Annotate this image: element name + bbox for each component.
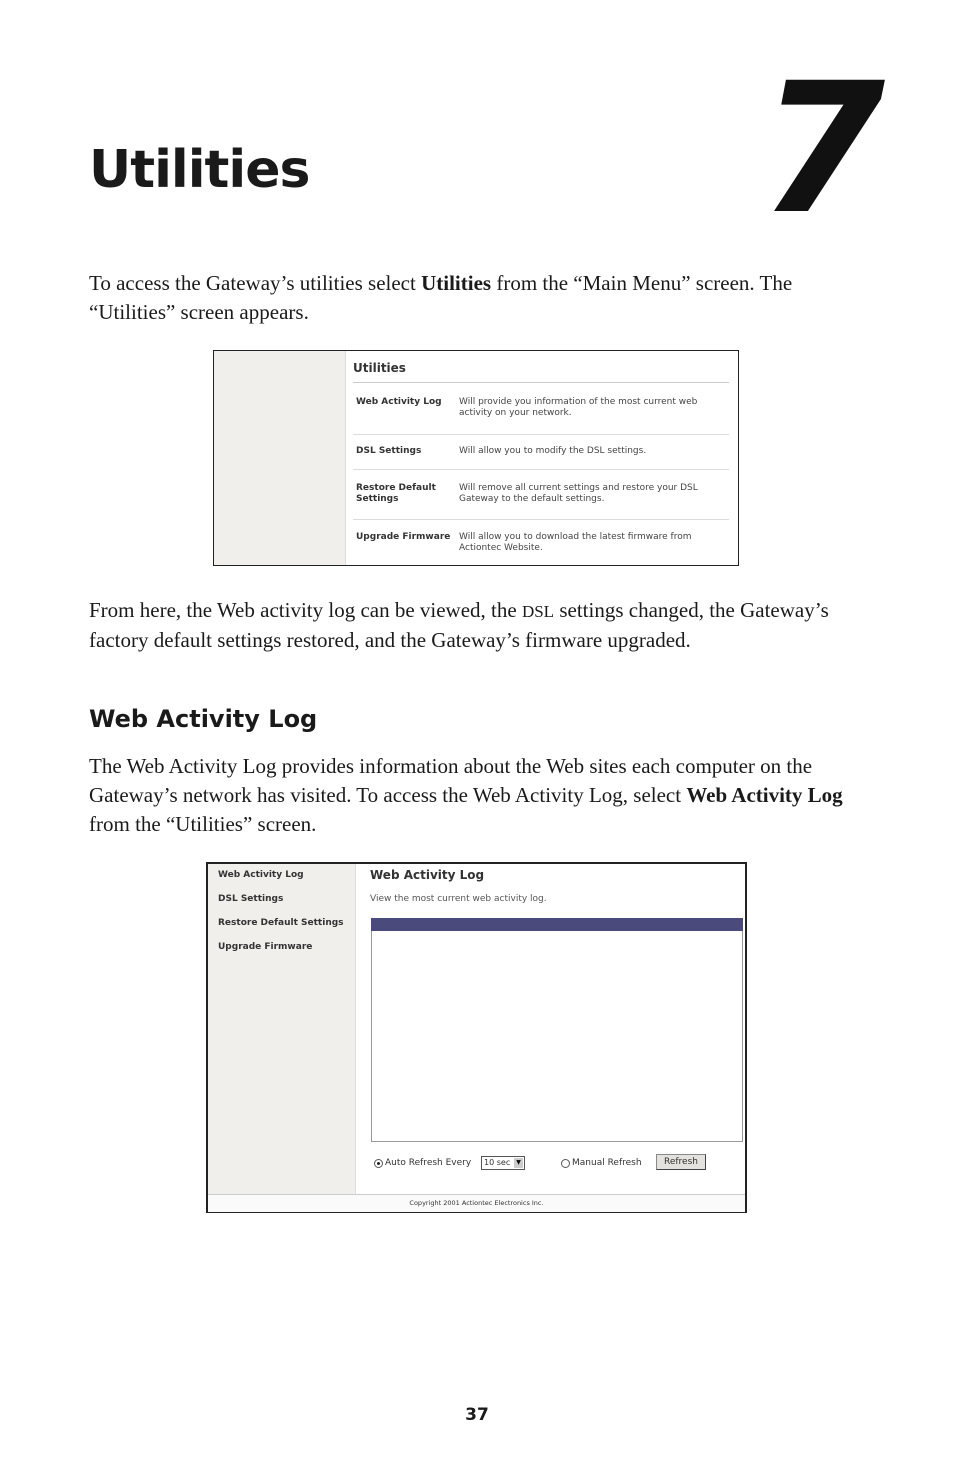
dsl-abbreviation: DSL bbox=[521, 602, 555, 621]
utility-row bbox=[353, 532, 729, 560]
page-number: 37 bbox=[465, 1405, 489, 1425]
screenshot-sidebar bbox=[214, 351, 346, 565]
nav-dsl-settings[interactable]: DSL Settings bbox=[218, 894, 284, 904]
utilities-screenshot bbox=[213, 350, 739, 566]
web-log-paragraph bbox=[89, 752, 869, 839]
activity-log-area[interactable] bbox=[371, 918, 743, 1142]
auto-refresh-label: Auto Refresh Every bbox=[385, 1158, 472, 1168]
web-log-screen-subtitle: View the most current web activity log. bbox=[370, 894, 547, 904]
intro-text-2: from the “Main Menu” screen. The “Utilities” screen appears. bbox=[89, 271, 793, 324]
screenshot-sidebar bbox=[208, 864, 356, 1194]
utility-row bbox=[353, 446, 729, 470]
activity-log-header-bar bbox=[371, 918, 743, 931]
section-heading: Web Activity Log bbox=[89, 705, 318, 733]
intro-bold: Utilities bbox=[421, 271, 492, 295]
web-log-text-2: from the “Utilities” screen. bbox=[89, 812, 317, 836]
web-log-text: The Web Activity Log provides information about the Web sites each computer on the Gateway’s network has visited. To access the Web Activity Log, select bbox=[89, 754, 813, 807]
intro-paragraph bbox=[89, 269, 869, 327]
utility-description: Will remove all current settings and restore your DSL Gateway to the default settings. bbox=[459, 483, 698, 504]
chapter-number: 7 bbox=[760, 45, 886, 254]
copyright-footer: Copyright 2001 Actiontec Electronics Inc. bbox=[208, 1194, 745, 1212]
refresh-button[interactable]: Refresh bbox=[656, 1154, 706, 1170]
refresh-controls bbox=[371, 1156, 741, 1176]
auto-refresh-radio[interactable] bbox=[374, 1159, 383, 1168]
utility-link-restore-default-settings[interactable]: Restore Default Settings bbox=[356, 483, 436, 504]
overview-text-2: settings changed, the Gateway’s factory default settings restored, and the Gateway’s firmware upgraded. bbox=[89, 598, 829, 652]
utility-description: Will allow you to download the latest firmware from Actiontec Website. bbox=[459, 532, 692, 553]
utility-row bbox=[353, 483, 729, 520]
overview-paragraph bbox=[89, 596, 869, 655]
nav-web-activity-log[interactable]: Web Activity Log bbox=[218, 870, 304, 880]
utility-description: Will allow you to modify the DSL settings. bbox=[459, 446, 647, 456]
nav-restore-default-settings[interactable]: Restore Default Settings bbox=[218, 918, 344, 928]
web-log-bold: Web Activity Log bbox=[686, 783, 843, 807]
web-log-screen-title: Web Activity Log bbox=[370, 868, 485, 882]
utility-row bbox=[353, 397, 729, 435]
manual-refresh-radio[interactable] bbox=[561, 1159, 570, 1168]
nav-upgrade-firmware[interactable]: Upgrade Firmware bbox=[218, 942, 313, 952]
utility-link-upgrade-firmware[interactable]: Upgrade Firmware bbox=[356, 532, 451, 542]
utility-link-dsl-settings[interactable]: DSL Settings bbox=[356, 446, 422, 456]
utilities-screen-title: Utilities bbox=[353, 361, 406, 375]
manual-refresh-label: Manual Refresh bbox=[572, 1158, 642, 1168]
intro-text: To access the Gateway’s utilities select bbox=[89, 271, 422, 295]
refresh-interval-value: 10 sec bbox=[484, 1158, 511, 1167]
web-activity-log-screenshot bbox=[206, 862, 747, 1213]
utility-link-web-activity-log[interactable]: Web Activity Log bbox=[356, 397, 442, 407]
utility-description: Will provide you information of the most current web activity on your network. bbox=[459, 397, 698, 418]
chapter-title: Utilities bbox=[89, 140, 310, 200]
overview-text: From here, the Web activity log can be viewed, the bbox=[89, 598, 522, 622]
chevron-down-icon: ▼ bbox=[514, 1158, 523, 1168]
divider bbox=[353, 382, 729, 383]
refresh-interval-select[interactable] bbox=[481, 1156, 525, 1170]
